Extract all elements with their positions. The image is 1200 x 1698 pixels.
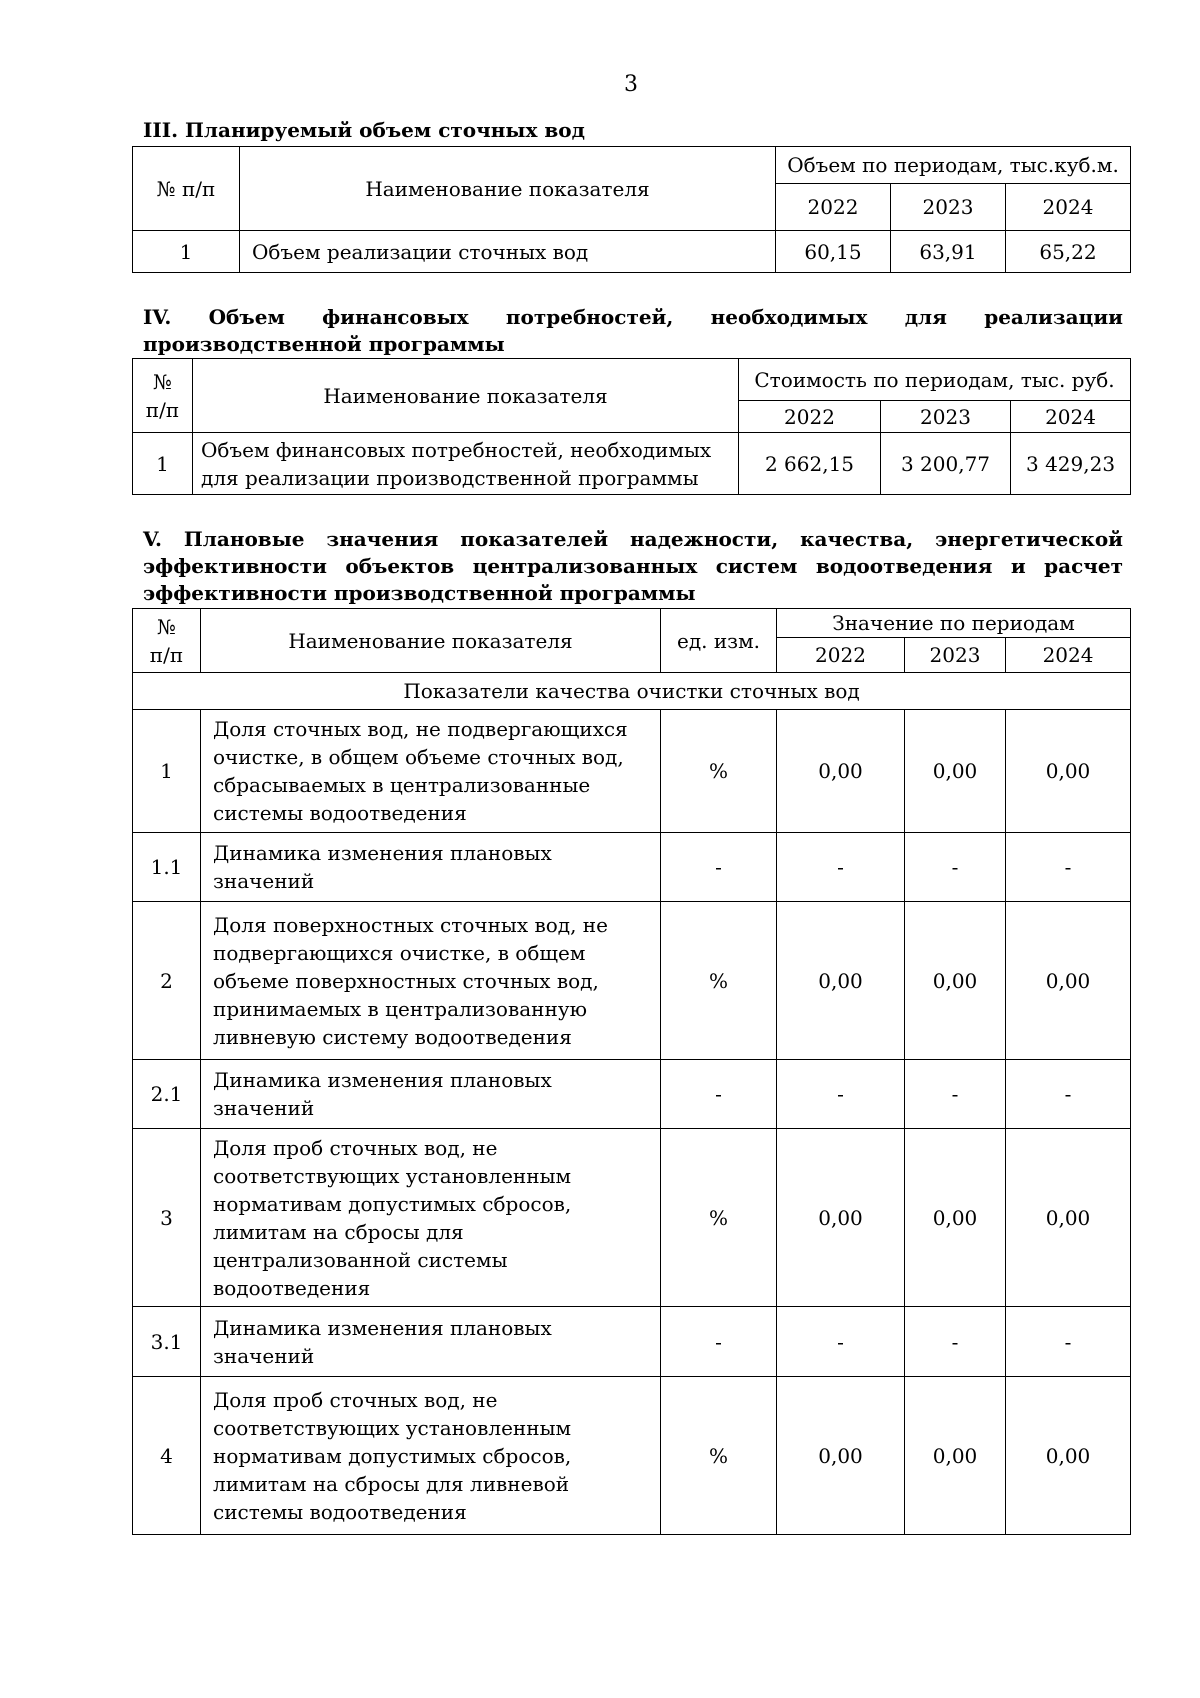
row-name-line: централизованной системы <box>213 1247 508 1272</box>
row-num: 2.1 <box>133 1060 201 1129</box>
row-value: 0,00 <box>1006 1129 1131 1307</box>
row-value: 65,22 <box>1006 231 1131 273</box>
row-num: 1 <box>133 433 193 495</box>
section-3-title: III. Планируемый объем сточных вод <box>143 118 585 142</box>
header-year: 2024 <box>1011 401 1131 433</box>
row-name-line: нормативам допустимых сбросов, <box>213 1191 572 1216</box>
header-year: 2023 <box>905 638 1006 673</box>
row-value: - <box>1006 1060 1131 1129</box>
section-5-title: V. Плановые значения показателей надежности, качества, энергетической эффективности объектов централизованных систем водоотведения и расчет эффективности производственной программы <box>143 527 1123 605</box>
header-period-group: Стоимость по периодам, тыс. руб. <box>739 359 1131 401</box>
row-value: 0,00 <box>777 1377 905 1535</box>
row-num: 3.1 <box>133 1307 201 1377</box>
row-name-line: Доля поверхностных сточных вод, не <box>213 912 608 937</box>
row-name-line: системы водоотведения <box>213 801 467 825</box>
header-num <box>133 609 201 673</box>
row-name: Объем реализации сточных вод <box>240 231 776 273</box>
header-period-group: Значение по периодам <box>777 609 1131 638</box>
row-num: 2 <box>133 902 201 1060</box>
table-row <box>133 902 1131 1060</box>
row-name <box>201 1377 661 1535</box>
header-name: Наименование показателя <box>240 147 776 231</box>
header-year: 2023 <box>891 184 1006 231</box>
section-subheading: Показатели качества очистки сточных вод <box>133 673 1131 710</box>
row-unit: % <box>661 1377 777 1535</box>
row-name-line: соответствующих установленным <box>213 1163 572 1188</box>
header-period-group: Объем по периодам, тыс.куб.м. <box>776 147 1131 184</box>
row-name <box>201 902 661 1060</box>
row-value: 0,00 <box>905 1129 1006 1307</box>
page-number: 3 <box>624 72 638 97</box>
sewage-volume-table <box>132 146 1131 273</box>
row-value: 2 662,15 <box>739 433 881 495</box>
row-unit: % <box>661 710 777 833</box>
row-name-line: водоотведения <box>213 1275 371 1300</box>
performance-indicators-table <box>132 608 1131 1535</box>
row-value: 3 200,77 <box>881 433 1011 495</box>
row-name <box>201 710 661 833</box>
row-value: - <box>777 1060 905 1129</box>
row-num: 1 <box>133 710 201 833</box>
row-name: Динамика изменения плановых значений <box>201 833 661 902</box>
row-value: 60,15 <box>776 231 891 273</box>
header-year: 2023 <box>881 401 1011 433</box>
header-unit: ед. изм. <box>661 609 777 673</box>
header-num-line: № <box>153 369 172 394</box>
row-num: 3 <box>133 1129 201 1307</box>
row-value: 0,00 <box>905 902 1006 1060</box>
table-row <box>133 231 1131 273</box>
row-value: 3 429,23 <box>1011 433 1131 495</box>
header-year: 2024 <box>1006 184 1131 231</box>
header-name: Наименование показателя <box>193 359 739 433</box>
row-unit: - <box>661 1060 777 1129</box>
row-value: 0,00 <box>1006 902 1131 1060</box>
row-name-line: Объем финансовых потребностей, необходимых <box>201 437 712 462</box>
header-year: 2022 <box>777 638 905 673</box>
row-value: - <box>1006 1307 1131 1377</box>
row-name-line: Доля сточных вод, не подвергающихся <box>213 717 628 741</box>
row-value: - <box>905 1060 1006 1129</box>
table-row <box>133 1307 1131 1377</box>
row-name-line: системы водоотведения <box>213 1499 467 1524</box>
row-name <box>193 433 739 495</box>
header-year: 2024 <box>1006 638 1131 673</box>
header-num-line: № <box>157 614 176 639</box>
row-value: 0,00 <box>777 902 905 1060</box>
header-year: 2022 <box>776 184 891 231</box>
row-name: Динамика изменения плановых значений <box>201 1307 661 1377</box>
row-name-line: Доля проб сточных вод, не <box>213 1387 498 1412</box>
row-name-line: лимитам на сбросы для ливневой <box>213 1471 570 1496</box>
row-unit: % <box>661 1129 777 1307</box>
table-row <box>133 1129 1131 1307</box>
header-num: № п/п <box>133 147 240 231</box>
row-name-line: очистке, в общем объеме сточных вод, <box>213 745 624 769</box>
row-name-line: лимитам на сбросы для <box>213 1219 464 1244</box>
row-value: 0,00 <box>777 1129 905 1307</box>
row-value: - <box>777 833 905 902</box>
row-name-line: для реализации производственной программы <box>201 465 699 490</box>
row-num: 1.1 <box>133 833 201 902</box>
table-row <box>133 1060 1131 1129</box>
row-num: 1 <box>133 231 240 273</box>
row-name: Динамика изменения плановых значений <box>201 1060 661 1129</box>
table-row <box>133 710 1131 833</box>
row-name-line: принимаемых в централизованную <box>213 996 587 1021</box>
row-name <box>201 1129 661 1307</box>
row-name-line: соответствующих установленным <box>213 1415 572 1440</box>
row-value: - <box>905 1307 1006 1377</box>
row-name-line: нормативам допустимых сбросов, <box>213 1443 572 1468</box>
row-unit: % <box>661 902 777 1060</box>
row-name-line: объеме поверхностных сточных вод, <box>213 968 599 993</box>
row-unit: - <box>661 833 777 902</box>
row-value: - <box>777 1307 905 1377</box>
table-row <box>133 833 1131 902</box>
row-value: - <box>1006 833 1131 902</box>
header-year: 2022 <box>739 401 881 433</box>
row-value: 0,00 <box>905 710 1006 833</box>
header-num-line: п/п <box>149 642 184 667</box>
row-value: - <box>905 833 1006 902</box>
row-name-line: подвергающихся очистке, в общем <box>213 940 586 965</box>
table-row <box>133 433 1131 495</box>
row-name-line: ливневую систему водоотведения <box>213 1024 572 1049</box>
header-num <box>133 359 193 433</box>
section-4-title: IV. Объем финансовых потребностей, необходимых для реализации производственной программы <box>143 305 1123 356</box>
header-name: Наименование показателя <box>201 609 661 673</box>
row-unit: - <box>661 1307 777 1377</box>
row-name-line: Доля проб сточных вод, не <box>213 1135 498 1160</box>
row-value: 0,00 <box>1006 710 1131 833</box>
row-name-line: сбрасываемых в централизованные <box>213 773 591 797</box>
row-value: 0,00 <box>1006 1377 1131 1535</box>
row-value: 0,00 <box>777 710 905 833</box>
row-value: 0,00 <box>905 1377 1006 1535</box>
financial-needs-table <box>132 358 1131 495</box>
table-row <box>133 1377 1131 1535</box>
row-num: 4 <box>133 1377 201 1535</box>
header-num-line: п/п <box>145 397 180 422</box>
row-value: 63,91 <box>891 231 1006 273</box>
